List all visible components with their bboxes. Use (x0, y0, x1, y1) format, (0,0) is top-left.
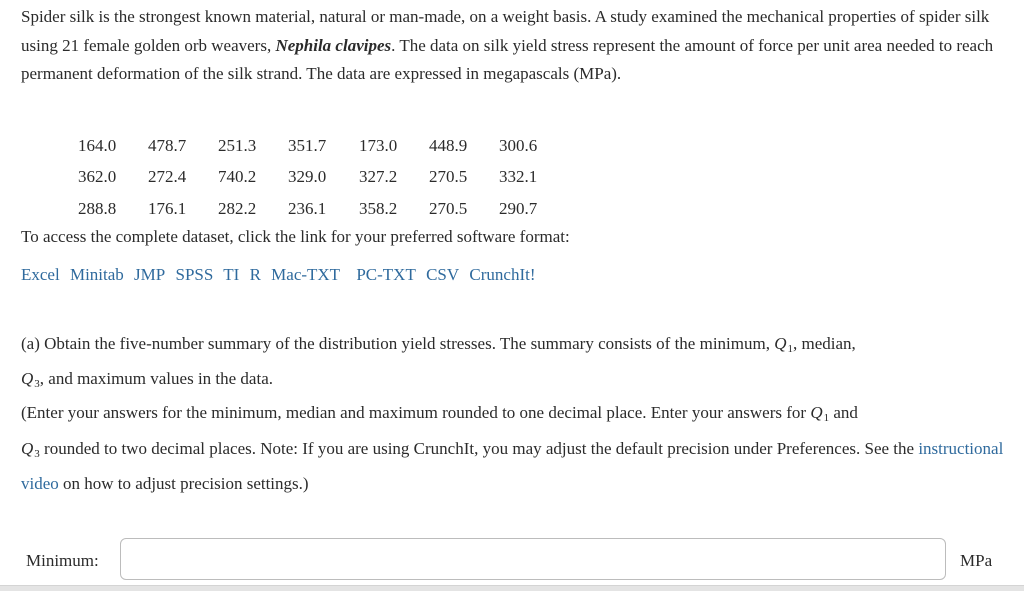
minimum-label: Minimum: (26, 551, 99, 570)
instructions-q1-letter: Q (810, 403, 823, 422)
part-a-text-median: , median, (793, 334, 856, 353)
part-a-question (21, 329, 1006, 399)
q1-symbol (774, 334, 793, 353)
minimum-unit: MPa (960, 551, 993, 570)
data-value: 272.4 (148, 167, 187, 187)
data-value: 288.8 (78, 198, 117, 218)
table-row (78, 162, 559, 194)
data-value: 236.1 (288, 198, 327, 218)
instructions-q1-subscript: 1 (823, 412, 830, 424)
minimum-input[interactable] (120, 538, 946, 580)
format-link-csv[interactable]: CSV (426, 265, 460, 284)
instructions-q3-letter: Q (21, 438, 34, 458)
data-value: 358.2 (359, 198, 398, 218)
yield-stress-data-table (78, 130, 559, 225)
table-row (78, 193, 559, 225)
data-value: 270.5 (429, 198, 468, 218)
data-value: 351.7 (288, 135, 327, 155)
part-a-text-end: , and maximum values in the data. (39, 369, 273, 388)
instructions-text-end: on how to adjust precision settings.) (58, 474, 309, 493)
q1-letter: Q (774, 334, 787, 353)
data-value: 332.1 (499, 167, 538, 187)
dataset-access-text: To access the complete dataset, click the link for your preferred software format: (21, 227, 570, 246)
part-a-text: (a) Obtain the five-number summary of the distribution yield stresses. The summary consists of the minimum, (21, 334, 775, 353)
instructions-text-precision: rounded to two decimal places. Note: If you are using CrunchIt, you may adjust the default precision under Preferences. See the (39, 438, 919, 458)
data-value: 176.1 (148, 198, 187, 218)
data-value: 251.3 (218, 135, 257, 155)
data-value: 478.7 (148, 135, 187, 155)
instructions-text: (Enter your answers for the minimum, median and maximum rounded to one decimal place. Enter your answers for (21, 403, 811, 422)
software-format-links (21, 261, 536, 289)
intro-text-before: Spider silk is the strongest known material, natural or man-made, on a weight basis. A study examined the mechanical properties of spider silk using 21 female golden orb weavers, (21, 7, 990, 55)
format-link-minitab[interactable]: Minitab (69, 265, 124, 284)
q1-subscript: 1 (787, 343, 794, 355)
format-link-jmp[interactable]: JMP (134, 265, 166, 284)
instructions-q1-symbol (810, 403, 829, 422)
format-link-excel[interactable]: Excel (21, 265, 60, 284)
instructional-video-link[interactable]: instructional video (21, 438, 1004, 493)
data-value: 300.6 (499, 135, 538, 155)
instructions-q3-symbol (21, 439, 40, 458)
intro-text-after: . The data on silk yield stress represent the amount of force per unit area needed to reach permanent deformation of the silk strand. The data are expressed in megapascals (MPa). (21, 35, 994, 83)
data-value: 327.2 (359, 167, 398, 187)
data-value: 164.0 (78, 135, 117, 155)
instructions-text-and: and (829, 403, 858, 422)
format-link-pc-txt[interactable]: PC-TXT (356, 265, 416, 284)
bottom-divider (0, 585, 1024, 591)
format-link-ti[interactable]: TI (223, 265, 240, 284)
q3-symbol (21, 369, 40, 388)
data-value: 740.2 (218, 167, 257, 187)
instructions-q3-subscript: 3 (34, 447, 40, 460)
format-link-spss[interactable]: SPSS (175, 265, 214, 284)
intro-paragraph (21, 3, 1006, 89)
species-name: Nephila clavipes (275, 35, 392, 55)
data-value: 329.0 (288, 167, 327, 187)
q3-letter: Q (21, 369, 34, 388)
data-value: 290.7 (499, 198, 538, 218)
format-link-r[interactable]: R (249, 265, 261, 284)
data-value: 173.0 (359, 135, 398, 155)
data-value: 362.0 (78, 167, 117, 187)
data-value: 282.2 (218, 198, 257, 218)
data-value: 270.5 (429, 167, 468, 187)
format-link-crunchit[interactable]: CrunchIt! (469, 265, 536, 284)
q3-subscript: 3 (34, 378, 40, 390)
answer-instructions (21, 398, 1006, 499)
data-value: 448.9 (429, 135, 468, 155)
table-row (78, 130, 559, 162)
format-link-mac-txt[interactable]: Mac-TXT (271, 265, 341, 284)
